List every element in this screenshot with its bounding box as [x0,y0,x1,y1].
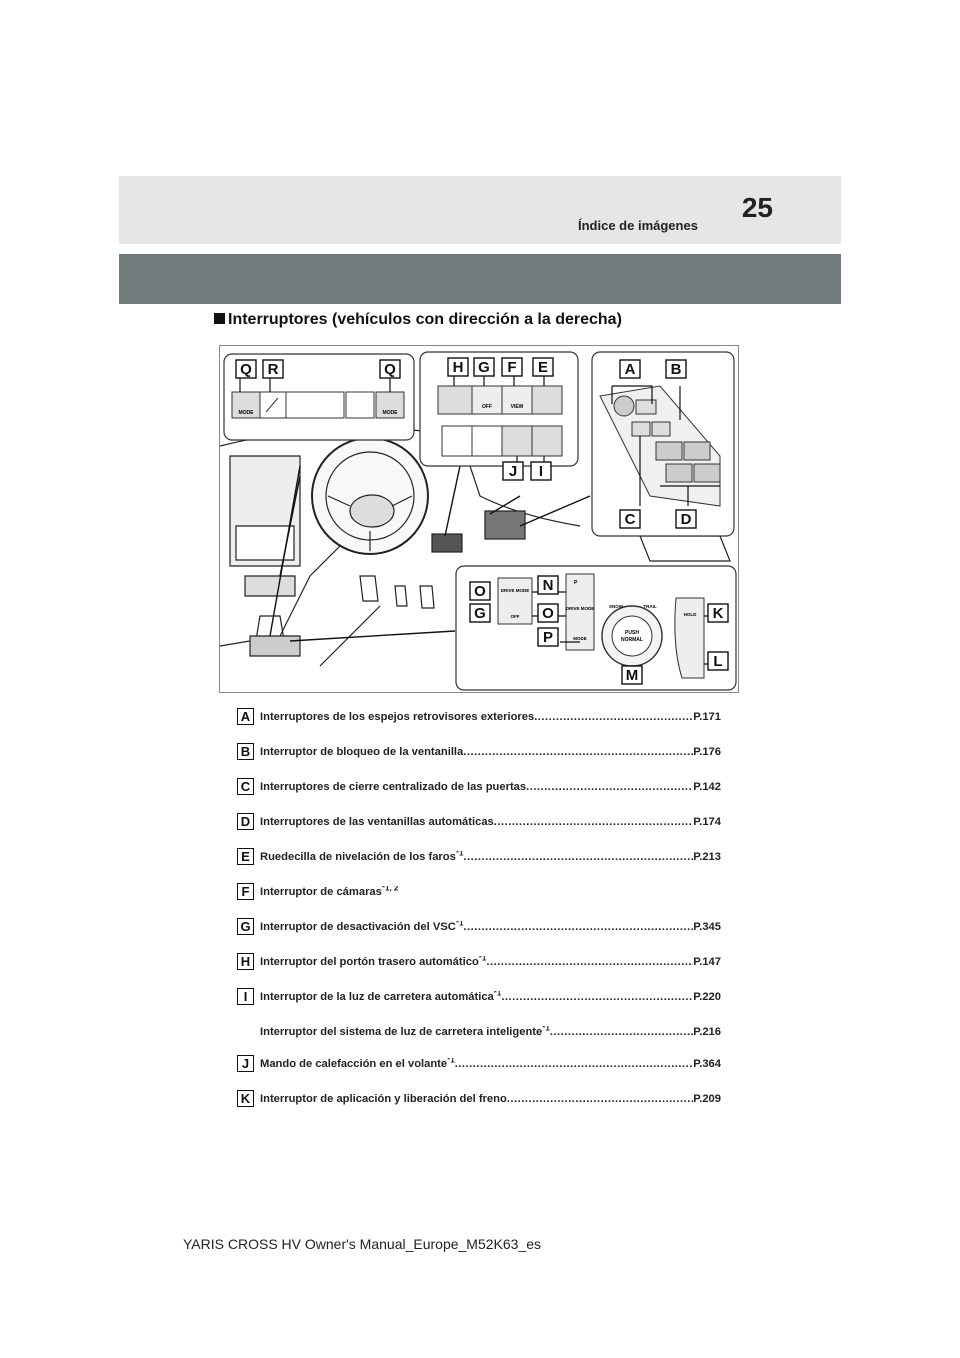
item-page-ref[interactable]: P.216 [693,1026,721,1038]
page-number: 25 [741,192,773,223]
item-text [260,1093,721,1105]
callout-b [666,360,686,378]
dot-leader [463,921,693,933]
item-text [260,781,721,793]
item-label [260,1026,550,1038]
item-text [260,886,721,898]
item-page-ref[interactable]: P.364 [693,1058,721,1070]
svg-text:R: R [267,361,279,378]
item-badge: G [237,918,254,935]
svg-text:C: C [624,511,636,528]
item-footnote-ref: *1 [447,1058,455,1065]
section-title [214,311,622,329]
item-footnote-ref: *1 [493,991,502,998]
item-label [260,781,526,793]
callout-q [380,360,400,378]
item-label-text: Interruptor de desactivación del VSC [260,921,456,933]
svg-text:P: P [542,629,554,646]
dot-leader [534,711,693,723]
item-page-ref[interactable]: P.213 [693,851,721,863]
dot-leader [507,1093,693,1105]
footer-manual-name: YARIS CROSS HV Owner's Manual_Europe_M52K63_es [183,1236,542,1252]
dashboard-drawing [220,346,738,692]
item-label-text: Interruptor del portón trasero automático [260,956,479,968]
index-item [237,778,721,813]
index-item [237,1090,721,1125]
svg-text:H: H [452,359,464,376]
callout-j [503,462,523,480]
dot-leader [494,816,693,828]
item-footnote-ref: *1 [455,851,464,858]
item-page-ref[interactable]: P.209 [693,1093,721,1105]
item-label [260,711,534,723]
callout-i [531,462,551,480]
item-text [260,921,721,933]
dot-leader [550,1026,693,1038]
item-footnote-ref: *1 [455,921,464,928]
index-item [237,953,721,988]
svg-text:M: M [625,667,639,684]
item-badge: F [237,883,254,900]
item-badge: E [237,848,254,865]
callout-g [474,358,494,376]
section-title-text: Interruptores (vehículos con dirección a la derecha) [228,311,622,328]
item-label-text: Interruptores de los espejos retrovisores exteriores [260,711,535,723]
item-badge: D [237,813,254,830]
item-badge: A [237,708,254,725]
callout-o [470,582,490,600]
item-label [260,886,398,898]
index-item [237,848,721,883]
item-label [260,816,494,828]
item-text [260,991,721,1003]
item-text [260,1058,721,1070]
callout-l [708,652,728,670]
dot-leader [501,991,693,1003]
callout-h [448,358,468,376]
switch-label-hold: HOLD [683,612,697,617]
item-label [260,921,463,933]
svg-text:F: F [507,359,517,376]
item-label [260,746,463,758]
item-text [260,1026,721,1038]
callout-n [538,576,558,594]
item-footnote-ref: *1 [478,956,487,963]
item-label-text: Interruptor de la luz de carretera automática [260,991,494,1003]
section-name: Índice de imágenes [578,218,698,233]
item-badge: I [237,988,254,1005]
switch-label-drive-mode: DRIVE MODE [565,606,595,611]
svg-text:B: B [670,361,682,378]
svg-text:K: K [712,605,724,622]
item-text [260,816,721,828]
item-footnote-ref: *1 [542,1026,550,1033]
callout-e [533,358,553,376]
svg-text:N: N [542,577,554,594]
switch-label-drive-mode: DRIVE MODE [500,588,530,593]
item-badge: J [237,1055,254,1072]
callout-g [470,604,490,622]
item-label-text: Interruptores de cierre centralizado de las puertas [260,781,527,793]
switch-label-p: P [574,580,578,586]
svg-text:E: E [537,359,549,376]
index-item [237,813,721,848]
svg-text:I: I [538,463,544,480]
item-label-text: Interruptores de las ventanillas automáticas [260,816,494,828]
callout-c [620,510,640,528]
item-label-text: Interruptor de bloqueo de la ventanilla [260,746,464,758]
svg-text:G: G [474,605,486,622]
item-label [260,851,463,863]
svg-text:A: A [624,361,636,378]
item-label-text: Ruedecilla de nivelación de los faros [260,851,456,863]
item-badge: B [237,743,254,760]
callout-p [538,628,558,646]
svg-text:J: J [508,463,518,480]
callout-k [708,604,728,622]
item-page-ref[interactable]: P.220 [693,991,721,1003]
callout-a [620,360,640,378]
switch-label-trail: TRAIL [643,604,657,609]
switch-label-mode: MODE [238,410,254,416]
switch-illustration [219,345,739,693]
item-label [260,956,486,968]
callout-r [263,360,283,378]
item-label-text: Interruptor de cámaras [260,886,382,898]
square-bullet-icon [214,313,225,324]
switch-label-snow: SNOW [609,604,623,609]
switch-label-view: VIEW [510,404,524,410]
item-label [260,991,501,1003]
item-page-ref[interactable]: P.171 [693,711,721,723]
index-item [237,743,721,778]
svg-text:O: O [542,605,554,622]
item-footnote-ref: *1, 2 [381,886,399,893]
svg-text:G: G [478,359,490,376]
item-page-ref[interactable]: P.142 [693,781,721,793]
callout-o [538,604,558,622]
dot-leader [463,851,693,863]
switch-label-mode: MODE [382,410,398,416]
dot-leader [486,956,693,968]
callout-m [622,666,642,684]
item-label-text: Interruptor del sistema de luz de carretera inteligente [260,1026,543,1038]
switch-label-push: PUSH [625,630,639,636]
index-item [237,988,721,1023]
svg-text:L: L [713,653,723,670]
item-badge: C [237,778,254,795]
callout-d [676,510,696,528]
switch-label-off: OFF [482,404,492,410]
item-text [260,851,721,863]
index-item [237,883,721,918]
dot-leader [455,1058,694,1070]
item-badge: H [237,953,254,970]
index-item [237,918,721,953]
switch-label-mode: MODE [573,636,587,641]
item-page-ref[interactable]: P.345 [693,921,721,933]
index-item [237,1055,721,1090]
item-page-ref[interactable]: P.176 [693,746,721,758]
index-item [237,708,721,743]
switch-label-normal: NORMAL [621,637,643,643]
header-bar [119,176,841,244]
index-item [237,1023,721,1055]
svg-text:Q: Q [240,361,252,378]
item-text [260,956,721,968]
item-label [260,1058,455,1070]
switch-index-list [237,708,721,1125]
item-label-text: Mando de calefacción en el volante [260,1058,448,1070]
dot-leader [526,781,693,793]
svg-text:D: D [680,511,692,528]
item-label [260,1093,507,1105]
callout-q [236,360,256,378]
dot-leader [463,746,693,758]
switch-label-off: OFF [510,614,520,619]
svg-text:O: O [474,583,486,600]
item-page-ref[interactable]: P.147 [693,956,721,968]
svg-text:Q: Q [384,361,396,378]
header-band [119,254,841,304]
item-text [260,711,721,723]
item-label-text: Interruptor de aplicación y liberación del freno [260,1093,507,1105]
item-page-ref[interactable]: P.174 [693,816,721,828]
item-badge: K [237,1090,254,1107]
callout-f [502,358,522,376]
item-text [260,746,721,758]
